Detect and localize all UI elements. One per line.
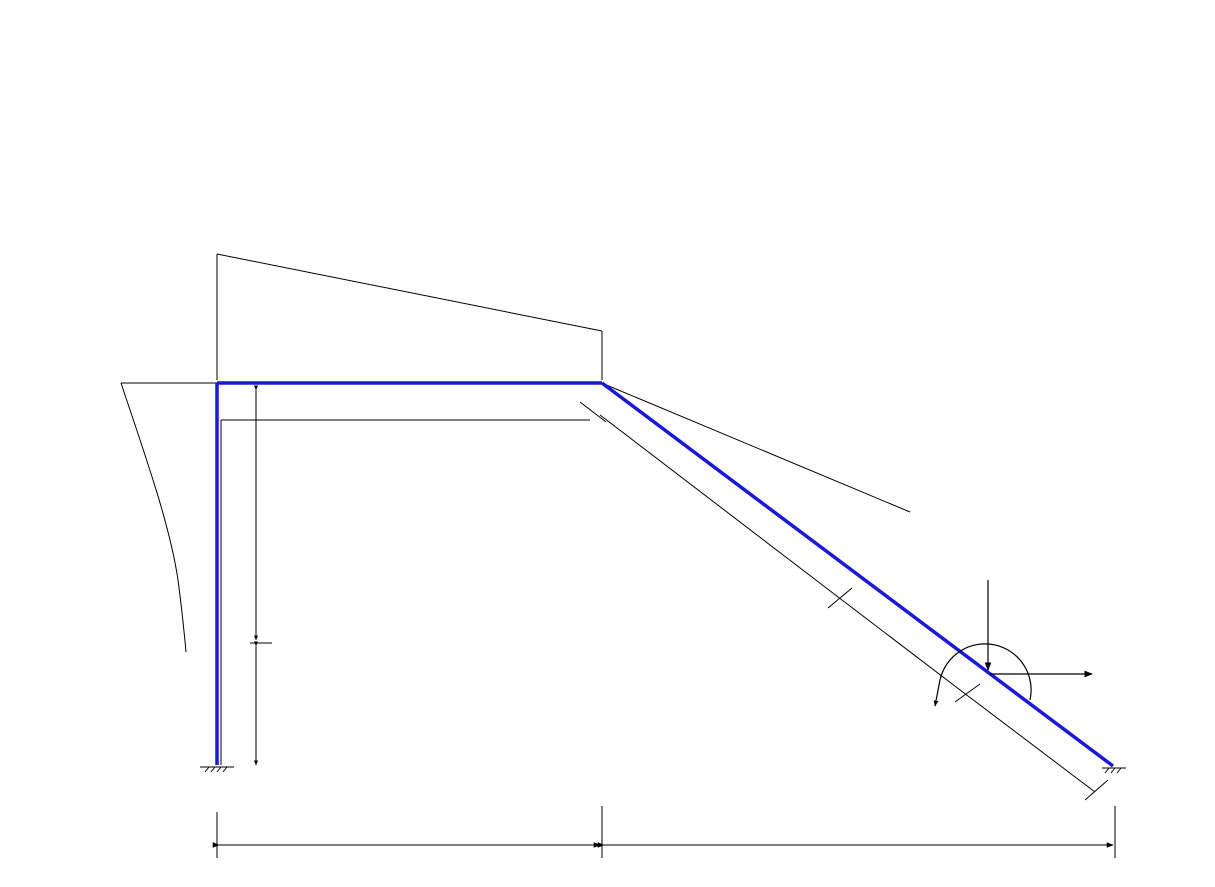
column-dimensions <box>250 390 272 765</box>
incline-dimensions <box>580 402 1108 800</box>
incline-cd <box>602 383 1113 766</box>
top-distributed-load <box>217 254 602 380</box>
point-loads <box>935 580 1092 706</box>
side-distributed-load <box>121 383 217 652</box>
support-a <box>200 767 234 772</box>
incline-distributed-load <box>604 384 910 512</box>
support-d <box>1102 768 1126 773</box>
bottom-dimensions <box>217 806 1115 858</box>
frame-members <box>217 383 1113 766</box>
